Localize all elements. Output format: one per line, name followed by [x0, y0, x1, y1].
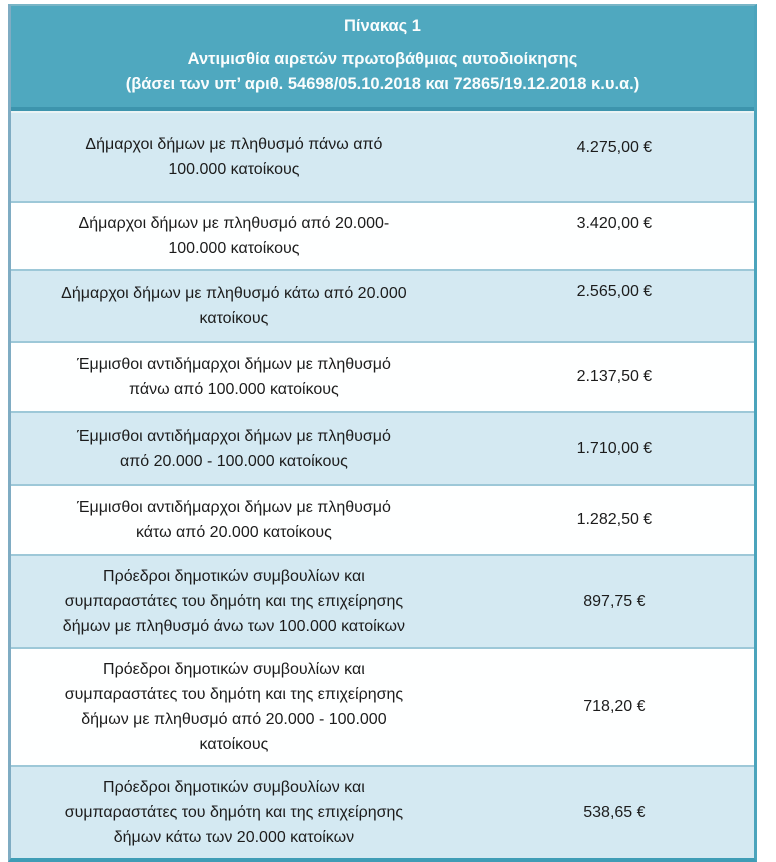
table-row — [11, 767, 754, 858]
row-description — [11, 271, 457, 341]
table-row — [11, 343, 754, 413]
description-line: κατοίκους — [199, 310, 269, 327]
description-line: Πρόεδροι δημοτικών συμβουλίων και — [103, 779, 365, 796]
row-amount: 4.275,00 € — [576, 139, 653, 156]
description-line: πάνω από 100.000 κατοίκους — [129, 381, 339, 398]
row-amount: 2.565,00 € — [576, 283, 653, 300]
row-description — [11, 413, 457, 484]
description-line: Έμμισθοι αντιδήμαρχοι δήμων με πληθυσμό — [76, 427, 391, 445]
description-line: Πρόεδροι δημοτικών συμβουλίων και — [103, 661, 365, 678]
description-line: Δήμαρχοι δήμων με πληθυσμό πάνω από — [85, 136, 383, 153]
description-line: Δήμαρχοι δήμων με πληθυσμό από 20.000- — [78, 215, 390, 232]
row-description — [11, 203, 457, 269]
row-amount: 3.420,00 € — [576, 215, 653, 232]
description-line: Πρόεδροι δημοτικών συμβουλίων και — [103, 568, 365, 585]
description-line: δήμων με πληθυσμό από 20.000 - 100.000 — [81, 711, 387, 728]
table-row — [11, 113, 754, 203]
description-line: Δήμαρχοι δήμων με πληθυσμό κάτω από 20.000 — [61, 285, 407, 302]
table-row — [11, 203, 754, 271]
description-line: συμπαραστάτες του δημότη και της επιχείρησης — [64, 804, 404, 821]
description-line: κάτω από 20.000 κατοίκους — [135, 524, 332, 541]
description-line: 100.000 κατοίκους — [168, 161, 300, 178]
table-body — [11, 111, 754, 858]
table-header — [11, 6, 754, 111]
table-row — [11, 413, 754, 486]
table-legal-basis: (βάσει των υπ’ αριθ. 54698/05.10.2018 και 72865/19.12.2018 κ.υ.α.) — [125, 75, 640, 93]
row-amount: 1.710,00 € — [576, 439, 653, 457]
row-description — [11, 486, 457, 554]
table-row — [11, 649, 754, 767]
row-amount: 897,75 € — [583, 592, 646, 610]
description-line: δήμων με πληθυσμό άνω των 100.000 κατοίκων — [62, 618, 405, 635]
description-line: δήμων κάτω των 20.000 κατοίκων — [113, 829, 355, 846]
description-line: 100.000 κατοίκους — [168, 240, 300, 257]
table-row — [11, 556, 754, 649]
row-amount: 1.282,50 € — [576, 511, 653, 528]
table-row — [11, 271, 754, 343]
description-line: Έμμισθοι αντιδήμαρχοι δήμων με πληθυσμό — [76, 499, 391, 516]
row-description — [11, 556, 457, 647]
description-line: κατοίκους — [199, 736, 269, 753]
row-amount: 538,65 € — [583, 803, 646, 821]
table-number: Πίνακας 1 — [344, 17, 421, 35]
remuneration-table — [8, 4, 757, 862]
description-line: συμπαραστάτες του δημότη και της επιχείρησης — [64, 593, 404, 610]
table-title: Αντιμισθία αιρετών πρωτοβάθμιας αυτοδιοίκησης — [187, 50, 578, 68]
description-line: από 20.000 - 100.000 κατοίκους — [119, 452, 348, 470]
row-amount: 2.137,50 € — [576, 368, 653, 385]
row-description — [11, 343, 457, 411]
description-line: συμπαραστάτες του δημότη και της επιχείρησης — [64, 686, 404, 703]
description-line: Έμμισθοι αντιδήμαρχοι δήμων με πληθυσμό — [76, 356, 391, 373]
table-row — [11, 486, 754, 556]
row-description — [11, 767, 457, 858]
row-description — [11, 649, 457, 765]
row-amount: 718,20 € — [583, 698, 646, 715]
row-description — [11, 113, 457, 201]
